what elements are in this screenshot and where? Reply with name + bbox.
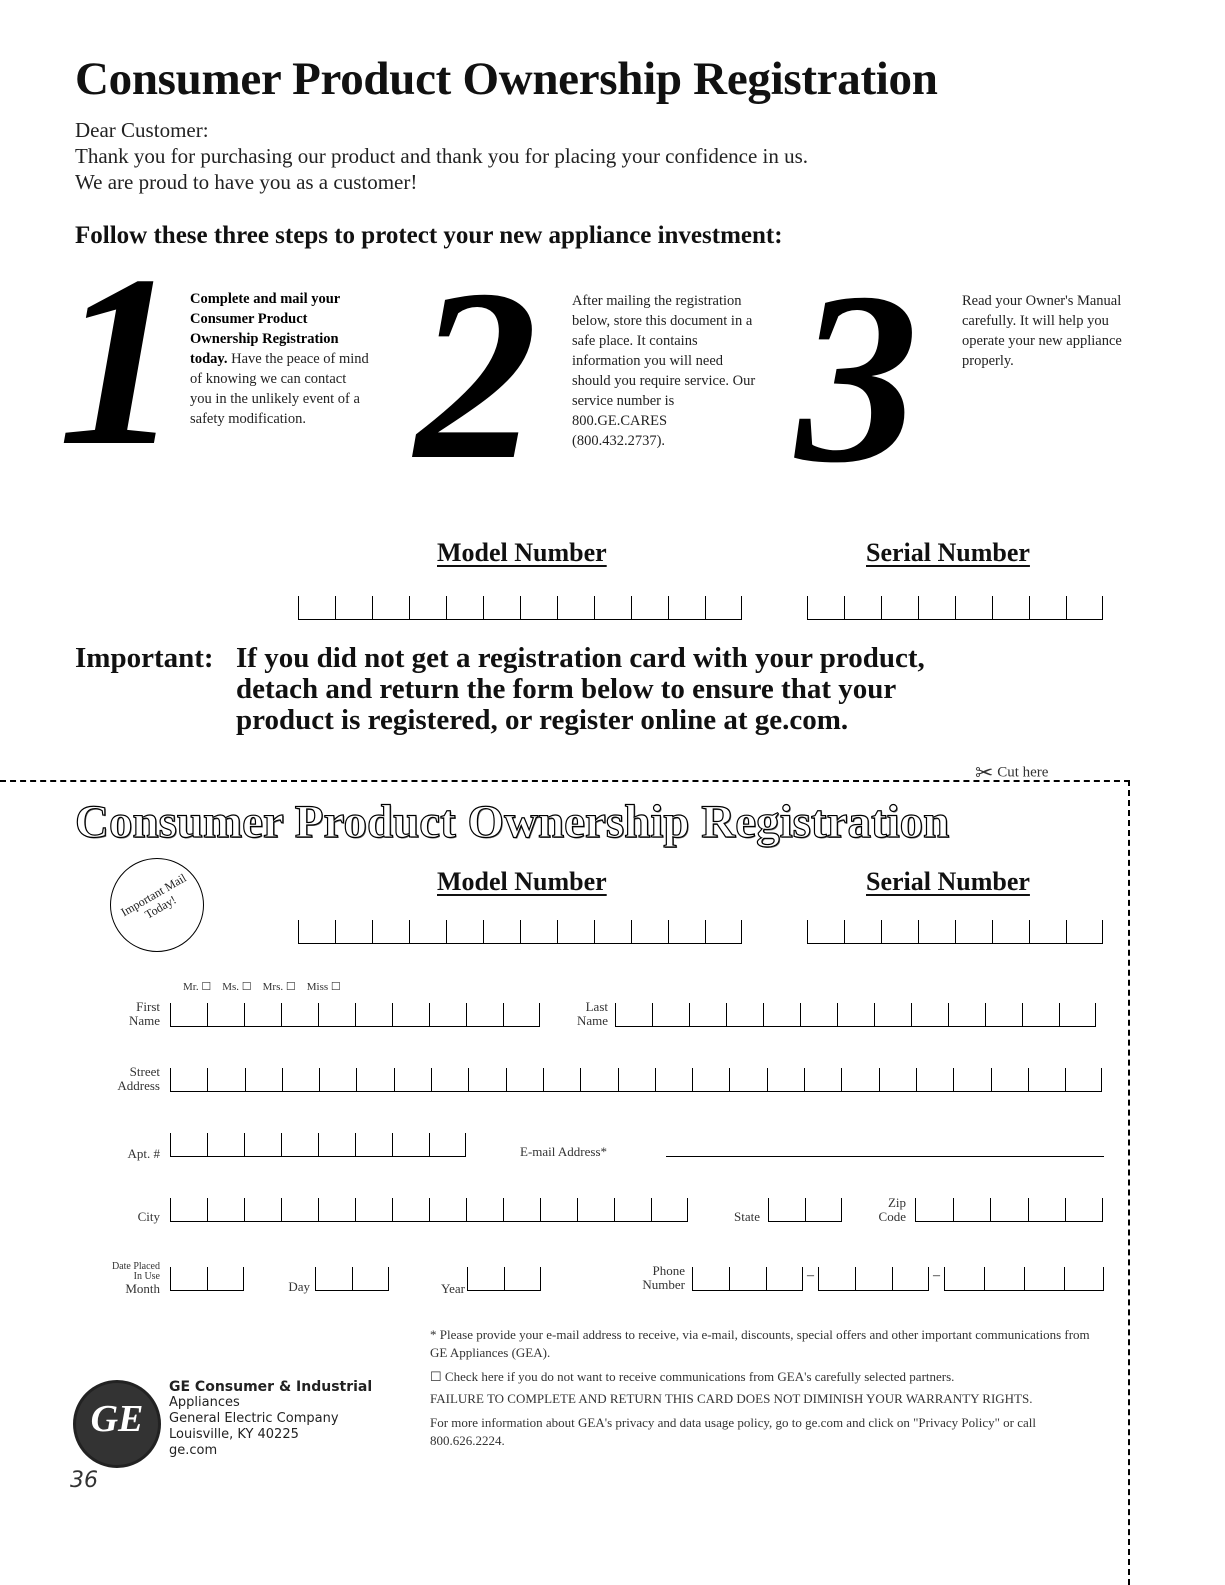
box-cell[interactable] (483, 920, 520, 944)
box-cell[interactable] (318, 1003, 355, 1027)
box-cell[interactable] (319, 1068, 356, 1092)
box-cell[interactable] (844, 920, 881, 944)
box-cell[interactable] (170, 1003, 207, 1027)
phone-number-label: Phone Number (642, 1263, 685, 1292)
box-cell[interactable] (207, 1198, 244, 1222)
phone-area-code-field[interactable] (692, 1267, 803, 1291)
box-cell[interactable] (446, 596, 483, 620)
box-cell[interactable] (207, 1267, 244, 1291)
phone-dash-1: – (807, 1268, 814, 1283)
box-cell[interactable] (1028, 1068, 1065, 1092)
box-cell[interactable] (392, 1198, 429, 1222)
box-cell[interactable] (282, 1068, 319, 1092)
cut-here-label: Cut here (997, 764, 1049, 781)
steps-heading: Follow these three steps to protect your new appliance investment: (75, 222, 783, 249)
box-cell[interactable] (543, 1068, 580, 1092)
greeting: Dear Customer: (75, 118, 209, 142)
box-cell[interactable] (594, 920, 631, 944)
box-cell[interactable] (429, 1133, 466, 1157)
box-cell[interactable] (668, 920, 705, 944)
state-field[interactable] (768, 1198, 842, 1222)
box-cell[interactable] (170, 1068, 207, 1092)
box-cell[interactable] (985, 1003, 1022, 1027)
box-cell[interactable] (170, 1133, 207, 1157)
email-note: * Please provide your e-mail address to receive, via e-mail, discounts, special offers and other important communications from GE Appliances (GEA). (430, 1327, 1090, 1360)
box-cell[interactable] (807, 920, 844, 944)
day-label: Day (288, 1279, 310, 1294)
box-cell[interactable] (805, 1198, 842, 1222)
box-cell[interactable] (431, 1068, 468, 1092)
box-cell[interactable] (668, 596, 705, 620)
box-cell[interactable] (466, 1003, 503, 1027)
year-label: Year (441, 1281, 465, 1296)
street-address-label: Street Address (117, 1064, 160, 1093)
box-cell[interactable] (372, 596, 409, 620)
box-cell[interactable] (392, 1003, 429, 1027)
box-cell[interactable] (990, 1198, 1028, 1222)
box-cell[interactable] (1024, 1267, 1064, 1291)
box-cell[interactable] (652, 1003, 689, 1027)
mr-checkbox[interactable]: ☐ (201, 981, 212, 993)
box-cell[interactable] (689, 1003, 726, 1027)
box-cell[interactable] (953, 1068, 990, 1092)
box-cell[interactable] (984, 1267, 1024, 1291)
state-label: State (734, 1209, 760, 1224)
box-cell[interactable] (394, 1068, 431, 1092)
box-cell[interactable] (504, 1267, 541, 1291)
important-mail-today-stamp: Important Mail Today! (110, 858, 204, 952)
important-message: If you did not get a registration card with your product, detach and return the form below to ensure that your product is registered, or register online at ge.com. (236, 642, 925, 736)
box-cell[interactable] (392, 1133, 429, 1157)
box-cell[interactable] (466, 1198, 503, 1222)
box-cell[interactable] (315, 1267, 352, 1291)
miss-label: Miss (306, 981, 329, 993)
company-line-2: General Electric Company (169, 1411, 339, 1426)
city-label: City (137, 1209, 160, 1224)
box-cell[interactable] (520, 920, 557, 944)
miss-checkbox[interactable]: ☐ (330, 981, 341, 993)
last-name-field[interactable] (615, 1003, 1096, 1027)
street-address-field[interactable] (170, 1068, 1102, 1092)
day-field[interactable] (315, 1267, 389, 1291)
apt-field[interactable] (170, 1133, 466, 1157)
box-cell[interactable] (1059, 1003, 1096, 1027)
first-name-field[interactable] (170, 1003, 540, 1027)
email-field[interactable] (666, 1156, 1104, 1157)
box-cell[interactable] (1066, 596, 1103, 620)
box-cell[interactable] (800, 1003, 837, 1027)
box-cell[interactable] (503, 1003, 540, 1027)
box-cell[interactable] (892, 1267, 929, 1291)
city-field[interactable] (170, 1198, 688, 1222)
serial-number-boxes[interactable] (807, 596, 1103, 620)
box-cell[interactable] (540, 1198, 577, 1222)
intro-line-2: We are proud to have you as a customer! (75, 170, 418, 194)
apt-label: Apt. # (127, 1146, 160, 1161)
box-cell[interactable] (844, 596, 881, 620)
box-cell[interactable] (281, 1198, 318, 1222)
box-cell[interactable] (170, 1267, 207, 1291)
year-field[interactable] (467, 1267, 541, 1291)
box-cell[interactable] (916, 1068, 953, 1092)
box-cell[interactable] (318, 1198, 355, 1222)
email-label: E-mail Address* (520, 1144, 608, 1159)
mrs-label: Mrs. (262, 981, 284, 993)
box-cell[interactable] (557, 596, 594, 620)
box-cell[interactable] (244, 1133, 281, 1157)
privacy-note: For more information about GEA's privacy and data usage policy, go to ge.com and click on "Privacy Policy" or call 800.626.2224. (430, 1415, 1036, 1448)
box-cell[interactable] (483, 596, 520, 620)
important-lead: Important: (75, 642, 214, 674)
box-cell[interactable] (911, 1003, 948, 1027)
step-2-number: 2 (415, 239, 538, 510)
box-cell[interactable] (944, 1267, 984, 1291)
box-cell[interactable] (768, 1198, 805, 1222)
company-line-4: ge.com (169, 1443, 218, 1458)
first-name-label: First Name (128, 999, 160, 1028)
box-cell[interactable] (692, 1068, 729, 1092)
box-cell[interactable] (335, 920, 372, 944)
box-cell[interactable] (915, 1198, 953, 1222)
zip-code-field[interactable] (915, 1198, 1103, 1222)
box-cell[interactable] (705, 920, 742, 944)
step-3-number: 3 (796, 242, 919, 513)
box-cell[interactable] (918, 920, 955, 944)
box-cell[interactable] (992, 596, 1029, 620)
box-cell[interactable] (298, 596, 335, 620)
mrs-checkbox[interactable]: ☐ (285, 981, 296, 993)
box-cell[interactable] (879, 1068, 916, 1092)
box-cell[interactable] (705, 596, 742, 620)
box-cell[interactable] (855, 1267, 892, 1291)
page-title: Consumer Product Ownership Registration (75, 53, 938, 105)
box-cell[interactable] (692, 1267, 729, 1291)
box-cell[interactable] (953, 1198, 991, 1222)
page-number: 36 (70, 1468, 98, 1493)
box-cell[interactable] (881, 596, 918, 620)
ms-label: Ms. (222, 981, 240, 993)
box-cell[interactable] (318, 1133, 355, 1157)
step-1-bold: Complete and mail your Consumer Product Ownership Registration today. (190, 291, 340, 367)
box-cell[interactable] (881, 920, 918, 944)
box-cell[interactable] (729, 1068, 766, 1092)
box-cell[interactable] (356, 1068, 393, 1092)
box-cell[interactable] (245, 1068, 282, 1092)
box-cell[interactable] (992, 920, 1029, 944)
box-cell[interactable] (352, 1267, 389, 1291)
phone-dash-2: – (933, 1268, 940, 1283)
cut-line-vertical (1128, 780, 1130, 1585)
box-cell[interactable] (1029, 920, 1066, 944)
form-serial-number-label: Serial Number (866, 867, 1030, 896)
box-cell[interactable] (655, 1068, 692, 1092)
box-cell[interactable] (726, 1003, 763, 1027)
last-name-label: Last Name (576, 999, 608, 1028)
box-cell[interactable] (244, 1198, 281, 1222)
box-cell[interactable] (577, 1198, 614, 1222)
step-1-body: Have the peace of mind of knowing we can contact you in the unlikely event of a safety modification. (190, 351, 369, 427)
box-cell[interactable] (468, 1068, 505, 1092)
box-cell[interactable] (729, 1267, 766, 1291)
box-cell[interactable] (807, 596, 844, 620)
box-cell[interactable] (244, 1003, 281, 1027)
serial-number-label: Serial Number (866, 538, 1030, 567)
box-cell[interactable] (1065, 1198, 1103, 1222)
model-number-boxes[interactable] (298, 596, 742, 620)
box-cell[interactable] (631, 596, 668, 620)
box-cell[interactable] (618, 1068, 655, 1092)
box-cell[interactable] (281, 1003, 318, 1027)
zip-code-label: Zip Code (878, 1195, 906, 1224)
box-cell[interactable] (355, 1198, 392, 1222)
company-line-3: Louisville, KY 40225 (169, 1427, 299, 1442)
form-serial-number-boxes[interactable] (807, 920, 1103, 944)
box-cell[interactable] (429, 1003, 466, 1027)
box-cell[interactable] (1064, 1267, 1104, 1291)
box-cell[interactable] (837, 1003, 874, 1027)
box-cell[interactable] (763, 1003, 800, 1027)
box-cell[interactable] (409, 596, 446, 620)
box-cell[interactable] (594, 596, 631, 620)
warranty-note: FAILURE TO COMPLETE AND RETURN THIS CARD DOES NOT DIMINISH YOUR WARRANTY RIGHTS. (430, 1391, 1033, 1406)
box-cell[interactable] (207, 1068, 244, 1092)
intro-line-1: Thank you for purchasing our product and thank you for placing your confidence in us. (75, 144, 809, 168)
box-cell[interactable] (170, 1198, 207, 1222)
ge-logo: GE (73, 1380, 161, 1468)
step-3-text: Read your Owner's Manual carefully. It will help you operate your new appliance properly. (962, 293, 1122, 369)
box-cell[interactable] (766, 1267, 803, 1291)
box-cell[interactable] (1028, 1198, 1066, 1222)
form-model-number-boxes[interactable] (298, 920, 742, 944)
box-cell[interactable] (446, 920, 483, 944)
box-cell[interactable] (841, 1068, 878, 1092)
box-cell[interactable] (818, 1267, 855, 1291)
box-cell[interactable] (281, 1133, 318, 1157)
box-cell[interactable] (429, 1198, 466, 1222)
box-cell[interactable] (207, 1133, 244, 1157)
box-cell[interactable] (1066, 920, 1103, 944)
box-cell[interactable] (918, 596, 955, 620)
box-cell[interactable] (631, 920, 668, 944)
box-cell[interactable] (335, 596, 372, 620)
box-cell[interactable] (948, 1003, 985, 1027)
step-1-number: 1 (58, 225, 181, 496)
box-cell[interactable] (580, 1068, 617, 1092)
box-cell[interactable] (409, 920, 446, 944)
opt-out-checkbox-note[interactable]: ☐ Check here if you do not want to receive communications from GEA's carefully selected partners. (430, 1369, 955, 1384)
box-cell[interactable] (298, 920, 335, 944)
step-2-text: After mailing the registration below, store this document in a safe place. It contains information you will need should you require service. Our service number is 800.GE.CARES (800.432.2737). (572, 293, 756, 449)
box-cell[interactable] (557, 920, 594, 944)
box-cell[interactable] (372, 920, 409, 944)
month-field[interactable] (170, 1267, 244, 1291)
step-1-text (190, 289, 370, 429)
fine-print (430, 1326, 1110, 1450)
box-cell[interactable] (207, 1003, 244, 1027)
company-name: GE Consumer & Industrial (169, 1379, 373, 1395)
title-checkboxes (183, 980, 341, 993)
box-cell[interactable] (1022, 1003, 1059, 1027)
box-cell[interactable] (355, 1133, 392, 1157)
intro-text (75, 117, 808, 195)
model-number-label: Model Number (437, 538, 607, 567)
box-cell[interactable] (506, 1068, 543, 1092)
box-cell[interactable] (874, 1003, 911, 1027)
cut-here (975, 760, 1048, 786)
cut-line (0, 780, 1130, 782)
box-cell[interactable] (1029, 596, 1066, 620)
date-placed-label: Date Placed In Use Month (111, 1261, 160, 1296)
box-cell[interactable] (355, 1003, 392, 1027)
box-cell[interactable] (804, 1068, 841, 1092)
company-line-1: Appliances (169, 1395, 240, 1410)
box-cell[interactable] (991, 1068, 1028, 1092)
scissors-icon: ✂ (975, 760, 994, 785)
phone-line-field[interactable] (944, 1267, 1104, 1291)
box-cell[interactable] (503, 1198, 540, 1222)
box-cell[interactable] (615, 1003, 652, 1027)
form-model-number-label: Model Number (437, 867, 607, 896)
box-cell[interactable] (955, 920, 992, 944)
box-cell[interactable] (767, 1068, 804, 1092)
box-cell[interactable] (651, 1198, 688, 1222)
form-title: Consumer Product Ownership Registration (75, 796, 950, 848)
box-cell[interactable] (520, 596, 557, 620)
box-cell[interactable] (955, 596, 992, 620)
mr-label: Mr. (183, 981, 199, 993)
box-cell[interactable] (467, 1267, 504, 1291)
ms-checkbox[interactable]: ☐ (241, 981, 252, 993)
box-cell[interactable] (614, 1198, 651, 1222)
phone-prefix-field[interactable] (818, 1267, 929, 1291)
company-info (169, 1379, 372, 1459)
box-cell[interactable] (1065, 1068, 1102, 1092)
